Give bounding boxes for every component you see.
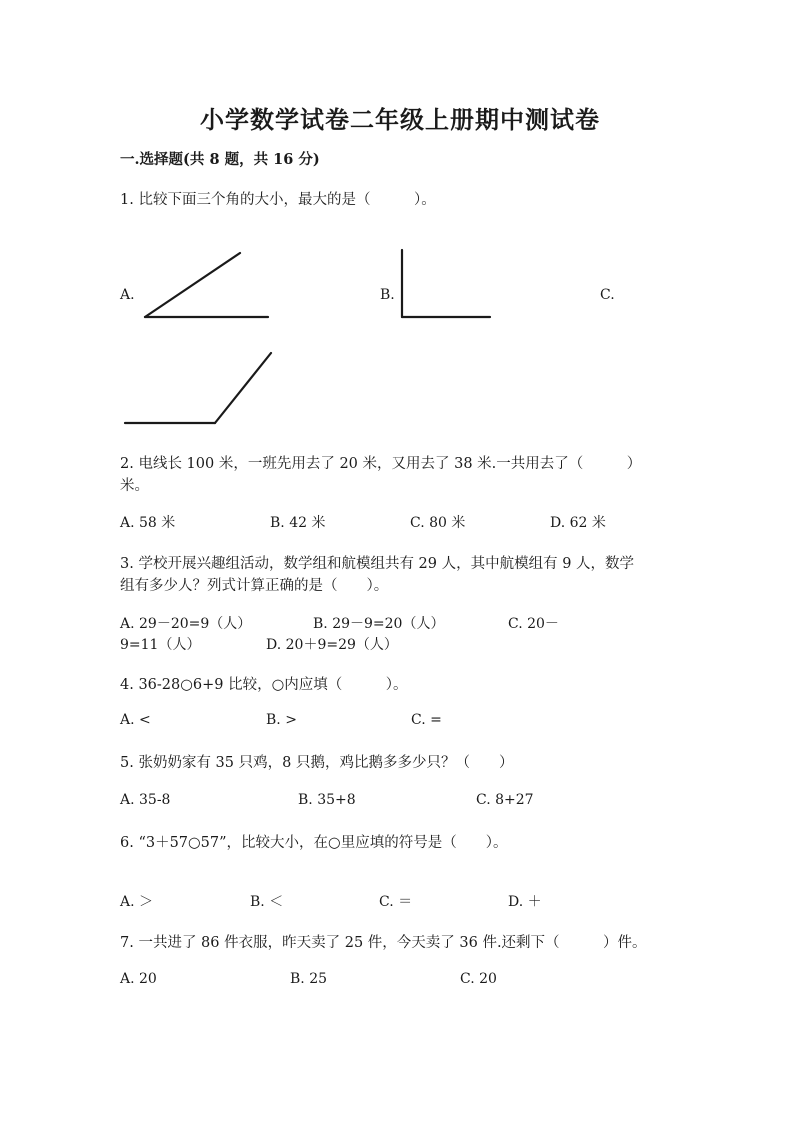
q5-option-c: C. 8+27 (476, 792, 534, 808)
q6-option-a: A. ＞ (120, 894, 154, 910)
q7-option-b: B. 25 (290, 971, 328, 987)
question-7-text: 7. 一共进了 86 件衣服，昨天卖了 25 件，今天卖了 36 件.还剩下（ ）件。 (120, 935, 647, 951)
q4-option-b: B. > (266, 712, 297, 728)
q3-option-c: C. 20－ (508, 616, 559, 632)
q3-option-c-continued: 9=11（人） (120, 637, 201, 653)
q1-option-c: C. (600, 287, 615, 303)
q6-option-c: C. ＝ (379, 894, 413, 910)
q7-option-c: C. 20 (460, 971, 497, 987)
q4-option-c: C. = (411, 712, 442, 728)
question-1-text: 1. 比较下面三个角的大小，最大的是（ ）。 (120, 192, 436, 208)
q3-option-d: D. 20＋9=29（人） (266, 637, 398, 653)
q3-option-b: B. 29－9=20（人） (313, 616, 445, 632)
angle-c (125, 353, 271, 423)
page-title: 小学数学试卷二年级上册期中测试卷 (200, 105, 600, 134)
question-4-text: 4. 36-28○6+9 比较，○内应填（ ）。 (120, 677, 408, 693)
q7-option-a: A. 20 (120, 971, 157, 987)
q6-option-b: B. ＜ (250, 894, 284, 910)
question-5-text: 5. 张奶奶家有 35 只鸡，8 只鹅，鸡比鹅多多少只？（ ） (120, 755, 514, 771)
q2-option-d: D. 62 米 (550, 515, 606, 531)
q1-angle-figures (0, 0, 800, 440)
q3-option-a: A. 29－20=9（人） (120, 616, 252, 632)
question-6-text: 6. “3＋57○57”，比较大小，在○里应填的符号是（ ）。 (120, 835, 508, 851)
q5-option-b: B. 35+8 (298, 792, 356, 808)
q1-option-a: A. (120, 287, 135, 303)
q2-option-b: B. 42 米 (270, 515, 326, 531)
question-3-text-line2: 组有多少人？列式计算正确的是（ ）。 (120, 578, 389, 594)
q2-option-a: A. 58 米 (120, 515, 176, 531)
q2-option-c: C. 80 米 (410, 515, 466, 531)
section-heading: 一.选择题(共 8 题，共 16 分) (120, 151, 320, 168)
question-3-text-line1: 3. 学校开展兴趣组活动，数学组和航模组共有 29 人，其中航模组有 9 人，数学 (120, 556, 635, 572)
q6-option-d: D. ＋ (508, 894, 542, 910)
q4-option-a: A. < (120, 712, 151, 728)
q1-option-b: B. (380, 287, 395, 303)
angle-b (402, 250, 490, 317)
question-2-text-line1: 2. 电线长 100 米，一班先用去了 20 米，又用去了 38 米.一共用去了（ ） (120, 456, 642, 472)
angle-a (145, 253, 268, 317)
question-2-text-line2: 米。 (120, 478, 149, 494)
q5-option-a: A. 35-8 (120, 792, 171, 808)
